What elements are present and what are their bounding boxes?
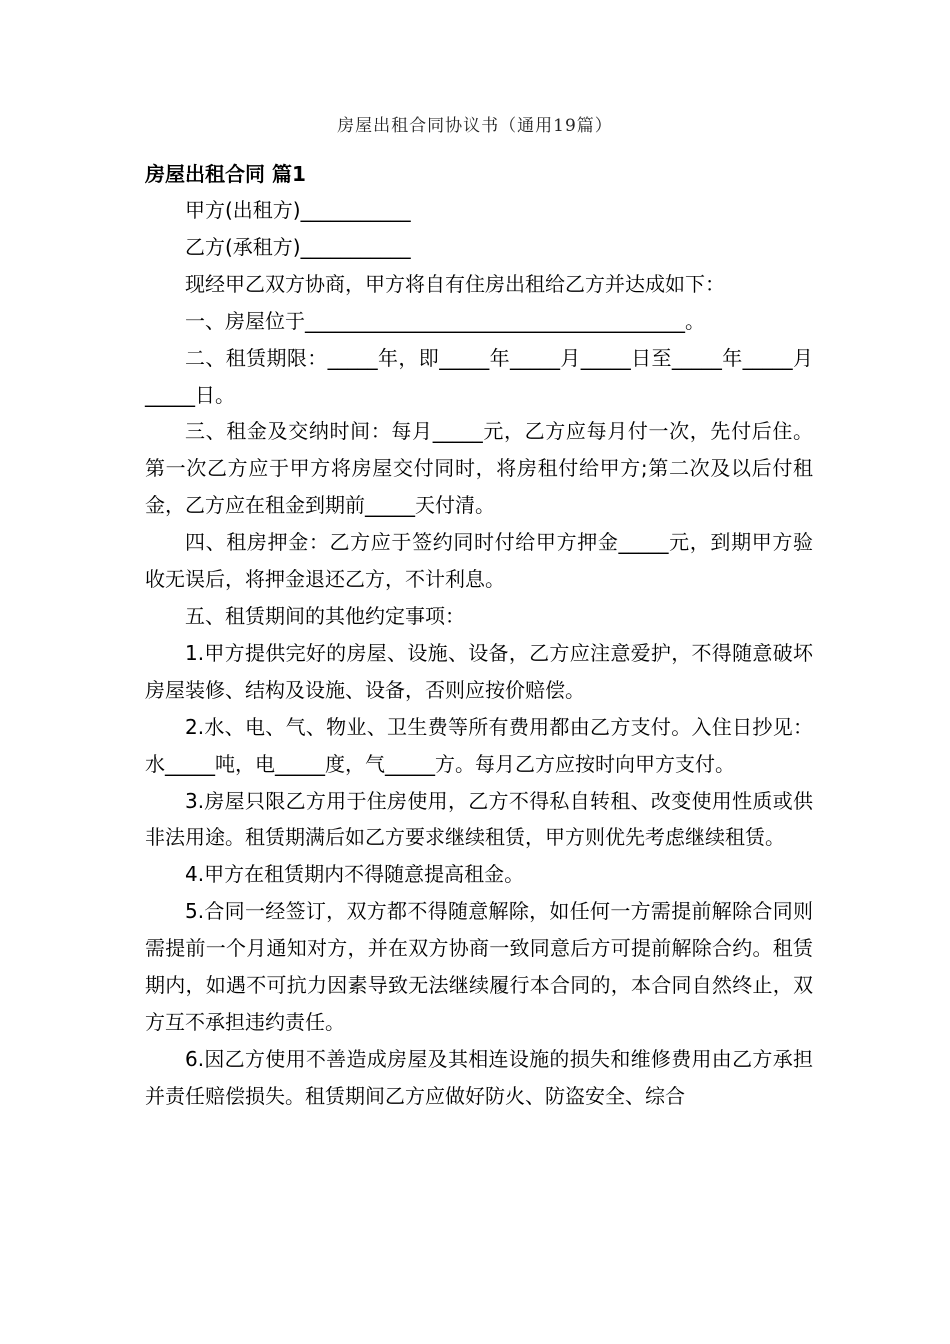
document-title: 房屋出租合同协议书（通用19篇）: [337, 116, 613, 136]
paragraph-clause-5: 五、租赁期间的其他约定事项：: [185, 603, 465, 628]
paragraph-item-1: 1.甲方提供完好的房屋、设施、设备，乙方应注意爱护，不得随意破坏房屋装修、结构及设施、设备，否则应按价赔偿。: [145, 640, 813, 702]
paragraph-party-a: 甲方(出租方)___________: [185, 198, 411, 222]
paragraph-clause-4: 四、租房押金：乙方应于签约同时付给甲方押金_____元，到期甲方验收无误后，将押金退还乙方，不计利息。: [145, 530, 813, 592]
paragraph-item-4: 4.甲方在租赁期内不得随意提高租金。: [185, 862, 525, 887]
paragraph-item-3: 3.房屋只限乙方用于住房使用，乙方不得私自转租、改变使用性质或供非法用途。租赁期满后如乙方要求继续租赁，甲方则优先考虑继续租赁。: [145, 788, 813, 850]
paragraph-clause-2: 二、租赁期限：_____年，即_____年_____月_____日至_____年_____月_____日。: [145, 345, 813, 407]
paragraph-item-6: 6.因乙方使用不善造成房屋及其相连设施的损失和维修费用由乙方承担并责任赔偿损失。租赁期间乙方应做好防火、防盗安全、综合: [145, 1046, 813, 1108]
paragraph-clause-1: 一、房屋位于______________________________________。: [185, 308, 705, 333]
paragraph-item-5: 5.合同一经签订，双方都不得随意解除，如任何一方需提前解除合同则需提前一个月通知对方，并在双方协商一致同意后方可提前解除合约。租赁期内，如遇不可抗力因素导致无法继续履行本合同的，本合同自然终止，双方互不承担违约责任。: [145, 899, 813, 1034]
paragraph-intro: 现经甲乙双方协商，甲方将自有住房出租给乙方并达成如下：: [185, 271, 725, 296]
paragraph-clause-3: 三、租金及交纳时间：每月_____元，乙方应每月付一次，先付后住。第一次乙方应于甲方将房屋交付同时，将房租付给甲方;第二次及以后付租金，乙方应在租金到期前_____天付清。: [145, 419, 813, 518]
section-heading: 房屋出租合同 篇1: [145, 162, 306, 186]
document-body: [145, 156, 813, 1115]
paragraph-item-2: 2.水、电、气、物业、卫生费等所有费用都由乙方支付。入住日抄见：水_____吨，电_____度，气_____方。每月乙方应按时向甲方支付。: [145, 714, 813, 776]
paragraph-party-b: 乙方(承租方)___________: [185, 234, 411, 259]
